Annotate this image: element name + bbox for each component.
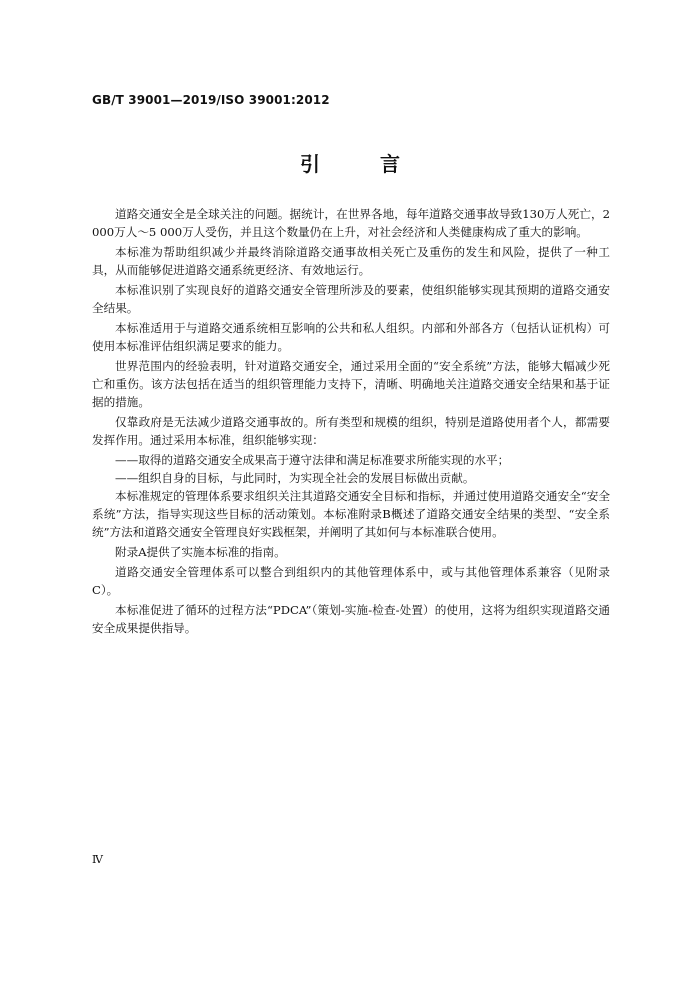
paragraph: 道路交通安全是全球关注的问题。据统计，在世界各地，每年道路交通事故导致130万人死亡，2 000万人～5 000万人受伤，并且这个数量仍在上升，对社会经济和人类健康构成了重大的影响。 — [92, 207, 610, 239]
standard-code: GB/T 39001—2019/ISO 39001:2012 — [92, 93, 330, 107]
list-item: ——组织自身的目标，与此同时，为实现全社会的发展目标做出贡献。 — [115, 471, 475, 485]
paragraph: 本标准适用于与道路交通系统相互影响的公共和私人组织。内部和外部各方（包括认证机构）可使用本标准评估组织满足要求的能力。 — [92, 321, 610, 353]
paragraph: 本标准促进了循环的过程方法“PDCA”（策划-实施-检查-处置）的使用，这将为组织实现道路交通安全成果提供指导。 — [92, 603, 610, 635]
paragraph: 附录A提供了实施本标准的指南。 — [115, 545, 286, 559]
paragraph: 本标准识别了实现良好的道路交通安全管理所涉及的要素，使组织能够实现其预期的道路交通安全结果。 — [92, 283, 610, 315]
page-title: 引 言 — [300, 152, 420, 176]
page-number: Ⅳ — [92, 853, 103, 866]
paragraph: 仅靠政府是无法减少道路交通事故的。所有类型和规模的组织，特别是道路使用者个人，都需要发挥作用。通过采用本标准，组织能够实现： — [92, 415, 610, 447]
paragraph: 道路交通安全管理体系可以整合到组织内的其他管理体系中，或与其他管理体系兼容（见附录C）。 — [92, 565, 610, 597]
document-body — [92, 205, 610, 639]
paragraph: 世界范围内的经验表明，针对道路交通安全，通过采用全面的“安全系统”方法，能够大幅减少死亡和重伤。该方法包括在适当的组织管理能力支持下，清晰、明确地关注道路交通安全结果和基于证据的措施。 — [92, 359, 610, 409]
paragraph: 本标准为帮助组织减少并最终消除道路交通事故相关死亡及重伤的发生和风险，提供了一种工具，从而能够促进道路交通系统更经济、有效地运行。 — [92, 245, 610, 277]
paragraph: 本标准规定的管理体系要求组织关注其道路交通安全目标和指标，并通过使用道路交通安全“安全系统”方法，指导实现这些目标的活动策划。本标准附录B概述了道路交通安全结果的类型、“安全系统”方法和道路交通安全管理良好实践框架，并阐明了其如何与本标准联合使用。 — [92, 489, 610, 539]
list-item: ——取得的道路交通安全成果高于遵守法律和满足标准要求所能实现的水平； — [115, 453, 510, 467]
